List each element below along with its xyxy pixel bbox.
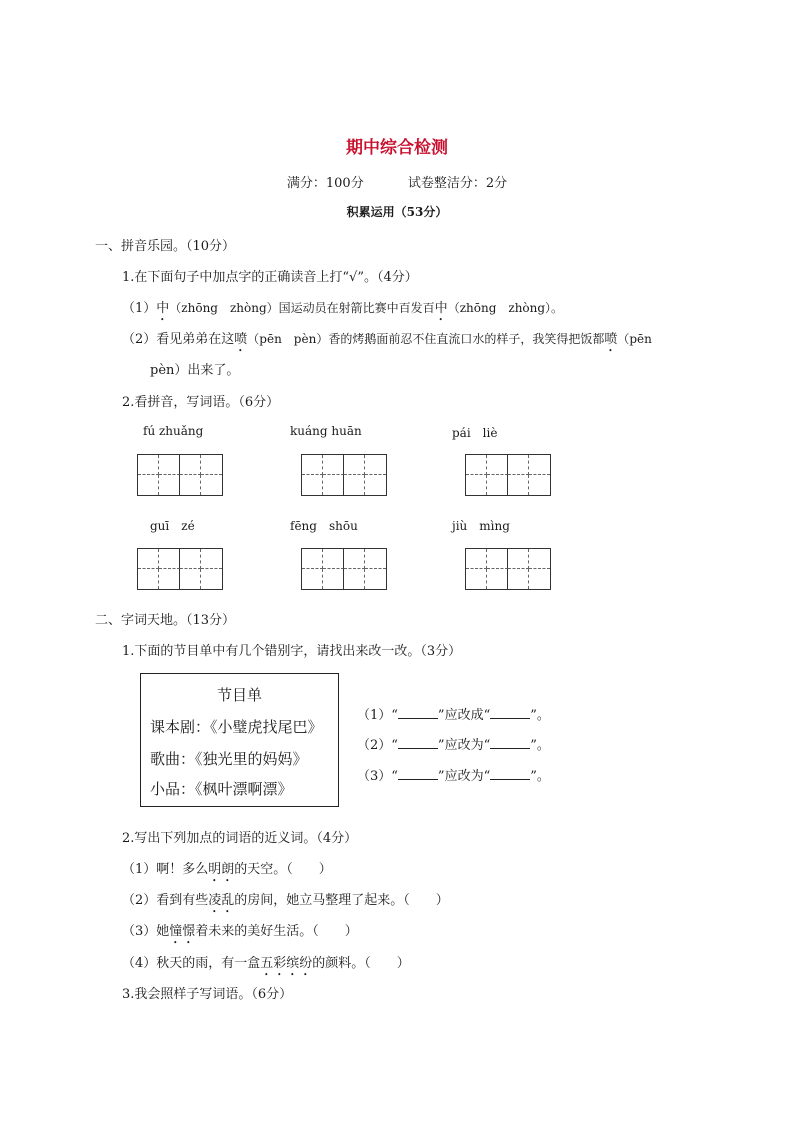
q2-1-prompt: 1.下面的节目单中有几个错别字，请找出来改一改。（3分） xyxy=(122,644,462,659)
item-text: （2）看到有些 xyxy=(122,893,209,908)
item-text[interactable]: 的房间，她立马整理了起来。（ ） xyxy=(234,893,449,908)
pinyin-label: fēng shōu xyxy=(290,519,358,533)
fix-text: ”应改为“ xyxy=(437,769,491,784)
correction-line xyxy=(357,704,550,723)
dotted-char: 中 xyxy=(156,301,170,316)
answer-blank[interactable] xyxy=(398,736,438,749)
answer-blank[interactable] xyxy=(490,767,530,780)
writing-grid[interactable] xyxy=(137,454,223,496)
part-title: 积累运用（53分） xyxy=(346,205,448,219)
synonym-item xyxy=(122,952,410,979)
section-1-title: 一、拼音乐园。（10分） xyxy=(95,239,236,254)
fix-text: （2）“ xyxy=(357,738,398,753)
answer-blank[interactable] xyxy=(490,706,530,719)
full-score: 满分：100分 xyxy=(286,176,364,191)
fix-text: ”应改成“ xyxy=(437,708,491,723)
score-line xyxy=(0,172,794,191)
pinyin-label: kuáng huān xyxy=(290,424,362,438)
writing-grid[interactable] xyxy=(465,548,551,590)
item-text[interactable]: 的颜料。（ ） xyxy=(312,956,410,971)
dotted-char: 喷 xyxy=(234,332,248,347)
program-line: 小品：《枫叶漂啊漂》 xyxy=(150,780,293,798)
pinyin-label: jiù mìng xyxy=(452,519,510,533)
dotted-char: 喷 xyxy=(604,332,618,347)
q1-1-prompt: 1.在下面句子中加点字的正确读音上打“√”。（4分） xyxy=(122,270,418,285)
dotted-word: 凌乱 xyxy=(208,893,235,908)
item-text: （1）啊！多么 xyxy=(122,862,209,877)
section-2-title: 二、字词天地。（13分） xyxy=(95,613,236,628)
dotted-word: 明朗 xyxy=(208,862,235,877)
program-list-box xyxy=(140,673,339,807)
correction-line xyxy=(357,734,550,753)
item-number: （1） xyxy=(122,301,157,316)
item-text: （zhōng zhòng）国运动员在射箭比赛中百发百 xyxy=(169,301,435,315)
fix-text: ”应改为“ xyxy=(437,738,491,753)
fix-text: （3）“ xyxy=(357,769,398,784)
fix-text: ”。 xyxy=(530,769,550,784)
pinyin-label: fú zhuǎng xyxy=(143,424,204,438)
q2-3-prompt: 3.我会照样子写词语。（6分） xyxy=(122,987,293,1002)
q1-1-item-2 xyxy=(122,328,652,355)
q1-1-item-2-cont: pèn）出来了。 xyxy=(150,363,240,378)
item-text: （pēn pèn）香的烤鹅面前忍不住直流口水的样子，我笑得把饭都 xyxy=(247,332,605,346)
answer-blank[interactable] xyxy=(398,706,438,719)
fix-text: （1）“ xyxy=(357,708,398,723)
item-text: （3）她 xyxy=(122,924,170,939)
pinyin-label: pái liè xyxy=(452,426,498,440)
item-text: （2）看见弟弟在这 xyxy=(122,332,235,347)
writing-grid[interactable] xyxy=(465,454,551,496)
q1-1-item-1 xyxy=(122,297,563,324)
writing-grid[interactable] xyxy=(301,548,387,590)
item-text: （zhōng zhòng）。 xyxy=(447,301,564,315)
item-text: （4）秋天的雨，有一盒 xyxy=(122,956,261,971)
synonym-item xyxy=(122,858,332,885)
fix-text: ”。 xyxy=(530,738,550,753)
program-line: 课本剧：《小璧虎找尾巴》 xyxy=(150,718,323,736)
writing-grid[interactable] xyxy=(301,454,387,496)
dotted-word: 憧憬 xyxy=(169,924,196,939)
synonym-item xyxy=(122,889,449,916)
synonym-item xyxy=(122,920,358,947)
pinyin-label: guī zé xyxy=(150,519,195,533)
q1-2-prompt: 2.看拼音，写词语。（6分） xyxy=(122,395,280,410)
item-text[interactable]: 的天空。（ ） xyxy=(234,862,332,877)
dotted-char: 中 xyxy=(434,301,448,316)
neat-score: 试卷整洁分：2分 xyxy=(407,176,508,191)
writing-grid[interactable] xyxy=(137,548,223,590)
program-line: 歌曲：《独光里的妈妈》 xyxy=(150,750,308,768)
q2-2-prompt: 2.写出下列加点的词语的近义词。（4分） xyxy=(122,831,358,846)
item-text: （pēn xyxy=(617,332,652,346)
answer-blank[interactable] xyxy=(398,767,438,780)
page-title: 期中综合检测 xyxy=(346,138,448,158)
dotted-word: 五彩缤纷 xyxy=(260,956,313,971)
item-text[interactable]: 着未来的美好生活。（ ） xyxy=(195,924,358,939)
correction-line xyxy=(357,765,550,784)
program-title: 节目单 xyxy=(216,686,262,704)
answer-blank[interactable] xyxy=(490,736,530,749)
fix-text: ”。 xyxy=(530,708,550,723)
